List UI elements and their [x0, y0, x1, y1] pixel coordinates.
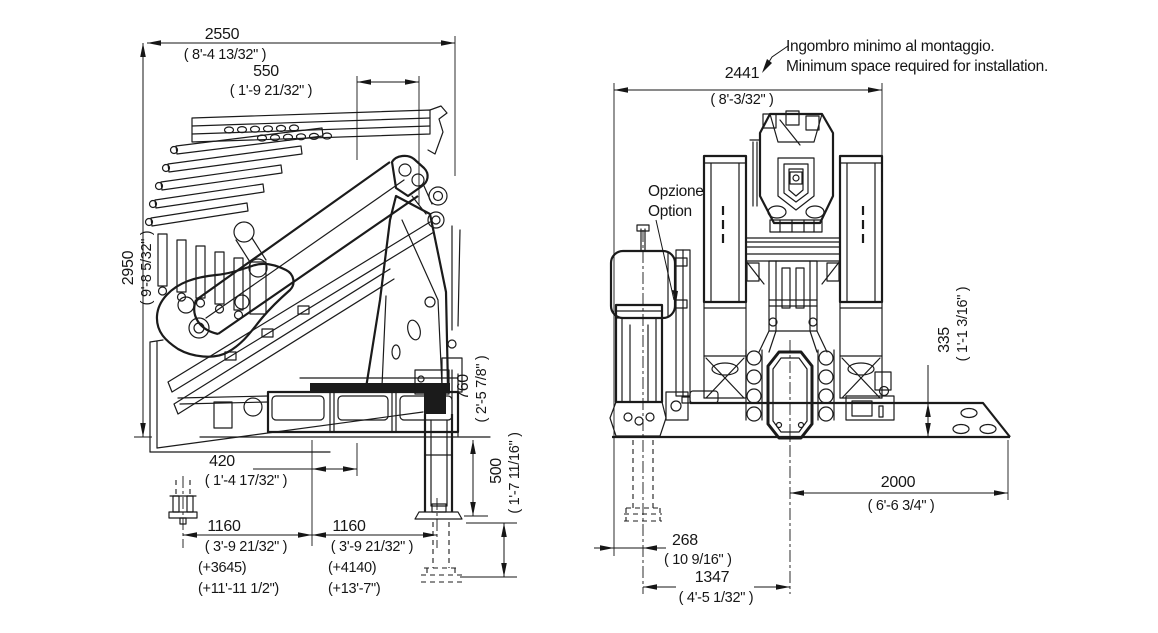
- dim-335-mm: 335: [936, 327, 953, 353]
- side-view-drawing: [146, 106, 491, 582]
- dim-760-imp: ( 2'-5 7/8" ): [474, 355, 490, 423]
- dim-2550-imp: ( 8'-4 13/32" ): [183, 47, 267, 63]
- mast: [750, 111, 833, 232]
- dim-1160R-ext-mm: (+4140): [328, 560, 377, 576]
- stabilizer-leg-side: [415, 370, 462, 582]
- option-italian: Opzione: [648, 183, 704, 200]
- dim-2441-mm: 2441: [724, 65, 760, 82]
- dim-1160L-mm: 1160: [207, 518, 241, 535]
- dim-1347-mm: 1347: [694, 569, 730, 586]
- rear-view-drawing: [610, 111, 1010, 521]
- boom-stack: [146, 106, 448, 319]
- dim-2000-imp: ( 6'-6 3/4" ): [867, 498, 935, 514]
- dim-2950-mm: 2950: [120, 250, 137, 286]
- left-column: [704, 156, 746, 398]
- dim-420-mm: 420: [209, 453, 235, 470]
- right-column: [840, 156, 882, 398]
- dim-500-imp: ( 1'-7 11/16" ): [507, 432, 523, 514]
- dim-760-mm: 760: [455, 374, 472, 400]
- dim-1160R-ext-imp: (+13'-7"): [328, 581, 381, 597]
- note-italian: Ingombro minimo al montaggio.: [786, 38, 995, 55]
- dim-1160L-imp: ( 3'-9 21/32" ): [204, 539, 288, 555]
- dim-2950-imp: ( 9'-8 5/32" ): [139, 230, 155, 306]
- dim-1160L-ext-mm: (+3645): [198, 560, 247, 576]
- valve-box: [846, 372, 894, 420]
- dim-2000-mm: 2000: [880, 474, 916, 491]
- column: [366, 156, 462, 392]
- dim-1160R-mm: 1160: [332, 518, 366, 535]
- dim-550-imp: ( 1'-9 21/32" ): [229, 83, 313, 99]
- dim-420-imp: ( 1'-4 17/32" ): [204, 473, 288, 489]
- dim-335-imp: ( 1'-1 3/16" ): [955, 286, 971, 362]
- dim-268-mm: 268: [672, 532, 698, 549]
- dim-2550-mm: 2550: [204, 26, 240, 43]
- dim-1347-imp: ( 4'-5 1/32" ): [678, 590, 754, 606]
- installation-note: [762, 38, 1048, 75]
- dim-2441-imp: ( 8'-3/32" ): [710, 92, 774, 108]
- dim-1160R-imp: ( 3'-9 21/32" ): [330, 539, 414, 555]
- centre-structure: [746, 238, 840, 438]
- option-stabilizer: [610, 225, 690, 521]
- note-english: Minimum space required for installation.: [786, 58, 1048, 75]
- dim-1160L-ext-imp: (+11'-11 1/2"): [198, 581, 279, 597]
- dim-550-mm: 550: [253, 63, 279, 80]
- dim-268-imp: ( 10 9/16" ): [664, 552, 732, 568]
- dim-500-mm: 500: [488, 458, 505, 484]
- extension-lines: [134, 36, 1008, 577]
- option-english: Option: [648, 203, 692, 220]
